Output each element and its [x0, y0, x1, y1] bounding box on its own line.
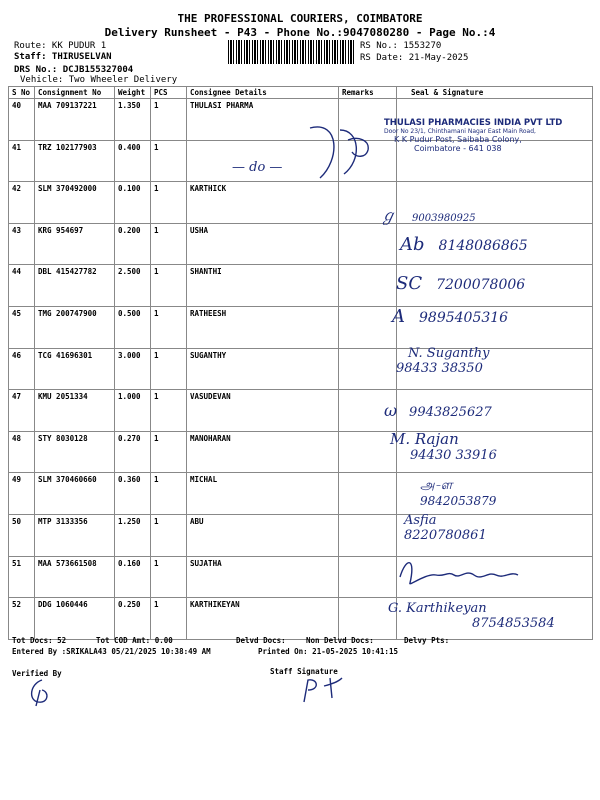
weight: 0.100: [115, 182, 151, 224]
remarks: [339, 514, 397, 556]
table-row: [9, 514, 593, 556]
sig48-number: 94430 33916: [410, 448, 497, 463]
weight: 0.250: [115, 598, 151, 640]
rs-no: RS No.: 1553270: [360, 41, 442, 51]
table-row: [9, 348, 593, 390]
consignment-no: SLM 370460660: [35, 473, 115, 515]
sig44-number: 7200078006: [436, 277, 526, 293]
sno: 41: [9, 140, 35, 182]
staff-signature: Staff Signature: [270, 667, 338, 676]
consignment-no: TRZ 102177903: [35, 140, 115, 182]
weight: 1.350: [115, 99, 151, 141]
barcode: [228, 40, 356, 64]
pcs: 1: [151, 598, 187, 640]
stamp-address-2: K K Pudur Post, Saibaba Colony,: [394, 135, 522, 144]
non-delvd-docs: Non Delvd Docs:: [306, 636, 374, 645]
signature-47: ω 9943825627: [384, 401, 492, 420]
pcs: 1: [151, 99, 187, 141]
sig46-number: 98433 38350: [396, 361, 483, 376]
table-row: [9, 431, 593, 473]
sig50-number: 8220780861: [404, 528, 487, 543]
col-sno: S No: [9, 87, 35, 99]
vehicle: Vehicle: Two Wheeler Delivery: [20, 75, 178, 85]
consignee: RATHEESH: [187, 306, 339, 348]
printed-on: Printed On: 21-05-2025 10:41:15: [258, 647, 398, 656]
consignment-no: DDG 1060446: [35, 598, 115, 640]
consignee: USHA: [187, 223, 339, 265]
table-row: [9, 473, 593, 515]
col-consignment: Consignment No: [35, 87, 115, 99]
sno: 52: [9, 598, 35, 640]
pcs: 1: [151, 431, 187, 473]
signature-42: ℊ 9003980925: [380, 206, 476, 225]
signature-46: [396, 346, 489, 376]
consignee: SUGANTHY: [187, 348, 339, 390]
route: Route: KK PUDUR 1: [14, 41, 107, 51]
consignee: ABU: [187, 514, 339, 556]
staff-signature-mark: [298, 674, 348, 706]
company-name: THE PROFESSIONAL COURIERS, COIMBATORE: [177, 12, 423, 25]
signature-51: [396, 553, 546, 589]
ditto-mark: — do —: [232, 160, 283, 175]
sig42-number: 9003980925: [412, 213, 476, 224]
col-seal: Seal & Signature: [397, 87, 593, 99]
sig43-number: 8148086865: [438, 238, 528, 254]
consignment-no: TCG 41696301: [35, 348, 115, 390]
consignee: KARTHICK: [187, 182, 339, 224]
sno: 40: [9, 99, 35, 141]
pcs: 1: [151, 556, 187, 598]
consignee: KARTHIKEYAN: [187, 598, 339, 640]
sig45-number: 9895405316: [419, 310, 509, 326]
pcs: 1: [151, 223, 187, 265]
remarks: [339, 265, 397, 307]
pcs: 1: [151, 514, 187, 556]
remarks: [339, 348, 397, 390]
consignment-no: KRG 954697: [35, 223, 115, 265]
pcs: 1: [151, 348, 187, 390]
stamp-name: THULASI PHARMACIES INDIA PVT LTD: [384, 118, 563, 128]
signature-45: A 9895405316: [392, 306, 509, 327]
consignee: THULASI PHARMA: [187, 99, 339, 141]
signature-50: [404, 513, 487, 543]
col-consignee: Consignee Details: [187, 87, 339, 99]
pcs: 1: [151, 265, 187, 307]
remarks: [339, 431, 397, 473]
signature-48: [390, 430, 497, 463]
col-remarks: Remarks: [339, 87, 397, 99]
weight: 0.400: [115, 140, 151, 182]
pcs: 1: [151, 182, 187, 224]
tot-cod: Tot COD Amt: 0.00: [96, 636, 173, 645]
sno: 50: [9, 514, 35, 556]
sno: 44: [9, 265, 35, 307]
table-row: [9, 390, 593, 432]
consignee: MICHAL: [187, 473, 339, 515]
sno: 47: [9, 390, 35, 432]
delvy-pts: Delvy Pts:: [404, 636, 450, 645]
stamp-address-3: Coimbatore - 641 038: [414, 144, 502, 153]
signature-49: அ-ௗ 9842053879: [420, 478, 497, 508]
sno: 46: [9, 348, 35, 390]
consignee: SHANTHI: [187, 265, 339, 307]
runsheet-title: Delivery Runsheet - P43 - Phone No.:9047080280 - Page No.:4: [104, 26, 496, 39]
sno: 45: [9, 306, 35, 348]
weight: 1.250: [115, 514, 151, 556]
sig46-name: N. Suganthy: [408, 346, 490, 361]
consignment-no: SLM 370492000: [35, 182, 115, 224]
consignee: SUJATHA: [187, 556, 339, 598]
consignment-no: MAA 573661508: [35, 556, 115, 598]
company-stamp: [384, 118, 594, 153]
col-pcs: PCS: [151, 87, 187, 99]
consignment-no: TMG 200747900: [35, 306, 115, 348]
consignee: VASUDEVAN: [187, 390, 339, 432]
sno: 51: [9, 556, 35, 598]
verifier-signature: [24, 676, 64, 708]
weight: 2.500: [115, 265, 151, 307]
consignment-no: STY 8030128: [35, 431, 115, 473]
verified-by: Verified By: [12, 669, 62, 678]
signature-43: Ab 8148086865: [400, 234, 528, 255]
sno: 43: [9, 223, 35, 265]
pcs: 1: [151, 473, 187, 515]
remarks: [339, 556, 397, 598]
consignee: MANOHARAN: [187, 431, 339, 473]
consignment-no: DBL 415427782: [35, 265, 115, 307]
remarks: [339, 306, 397, 348]
weight: 3.000: [115, 348, 151, 390]
table-header: [9, 87, 593, 99]
signature-52: [388, 601, 555, 631]
pcs: 1: [151, 140, 187, 182]
weight: 0.160: [115, 556, 151, 598]
weight: 0.270: [115, 431, 151, 473]
remarks: [339, 223, 397, 265]
weight: 0.360: [115, 473, 151, 515]
sno: 49: [9, 473, 35, 515]
consignment-no: KMU 2051334: [35, 390, 115, 432]
pcs: 1: [151, 306, 187, 348]
col-weight: Weight: [115, 87, 151, 99]
sig50-name: Asfia: [404, 513, 437, 528]
bracket-mark: [300, 100, 390, 190]
sno: 48: [9, 431, 35, 473]
rs-date: RS Date: 21-May-2025: [360, 53, 469, 63]
stamp-address-1: Door No 23/1, Chinthamani Nagar East Main Road,: [384, 128, 536, 135]
weight: 0.200: [115, 223, 151, 265]
tot-docs: Tot Docs: 52: [12, 636, 67, 645]
sig47-number: 9943825627: [409, 405, 492, 420]
consignment-no: MAA 709137221: [35, 99, 115, 141]
delvd-docs: Delvd Docs:: [236, 636, 286, 645]
staff: Staff: THIRUSELVAN: [14, 52, 112, 62]
sig49-number: 9842053879: [420, 494, 497, 508]
pcs: 1: [151, 390, 187, 432]
signature-44: SC 7200078006: [396, 273, 526, 294]
sig48-name: M. Rajan: [390, 430, 459, 448]
remarks: [339, 473, 397, 515]
weight: 1.000: [115, 390, 151, 432]
sig52-number: 8754853584: [472, 616, 555, 631]
consignment-no: MTP 3133356: [35, 514, 115, 556]
sno: 42: [9, 182, 35, 224]
drs-no: DRS No.: DCJB155327004: [14, 65, 134, 75]
entered-by: Entered By :SRIKALA43 05/21/2025 10:38:49 AM: [12, 647, 211, 656]
weight: 0.500: [115, 306, 151, 348]
sig52-name: G. Karthikeyan: [388, 601, 487, 616]
